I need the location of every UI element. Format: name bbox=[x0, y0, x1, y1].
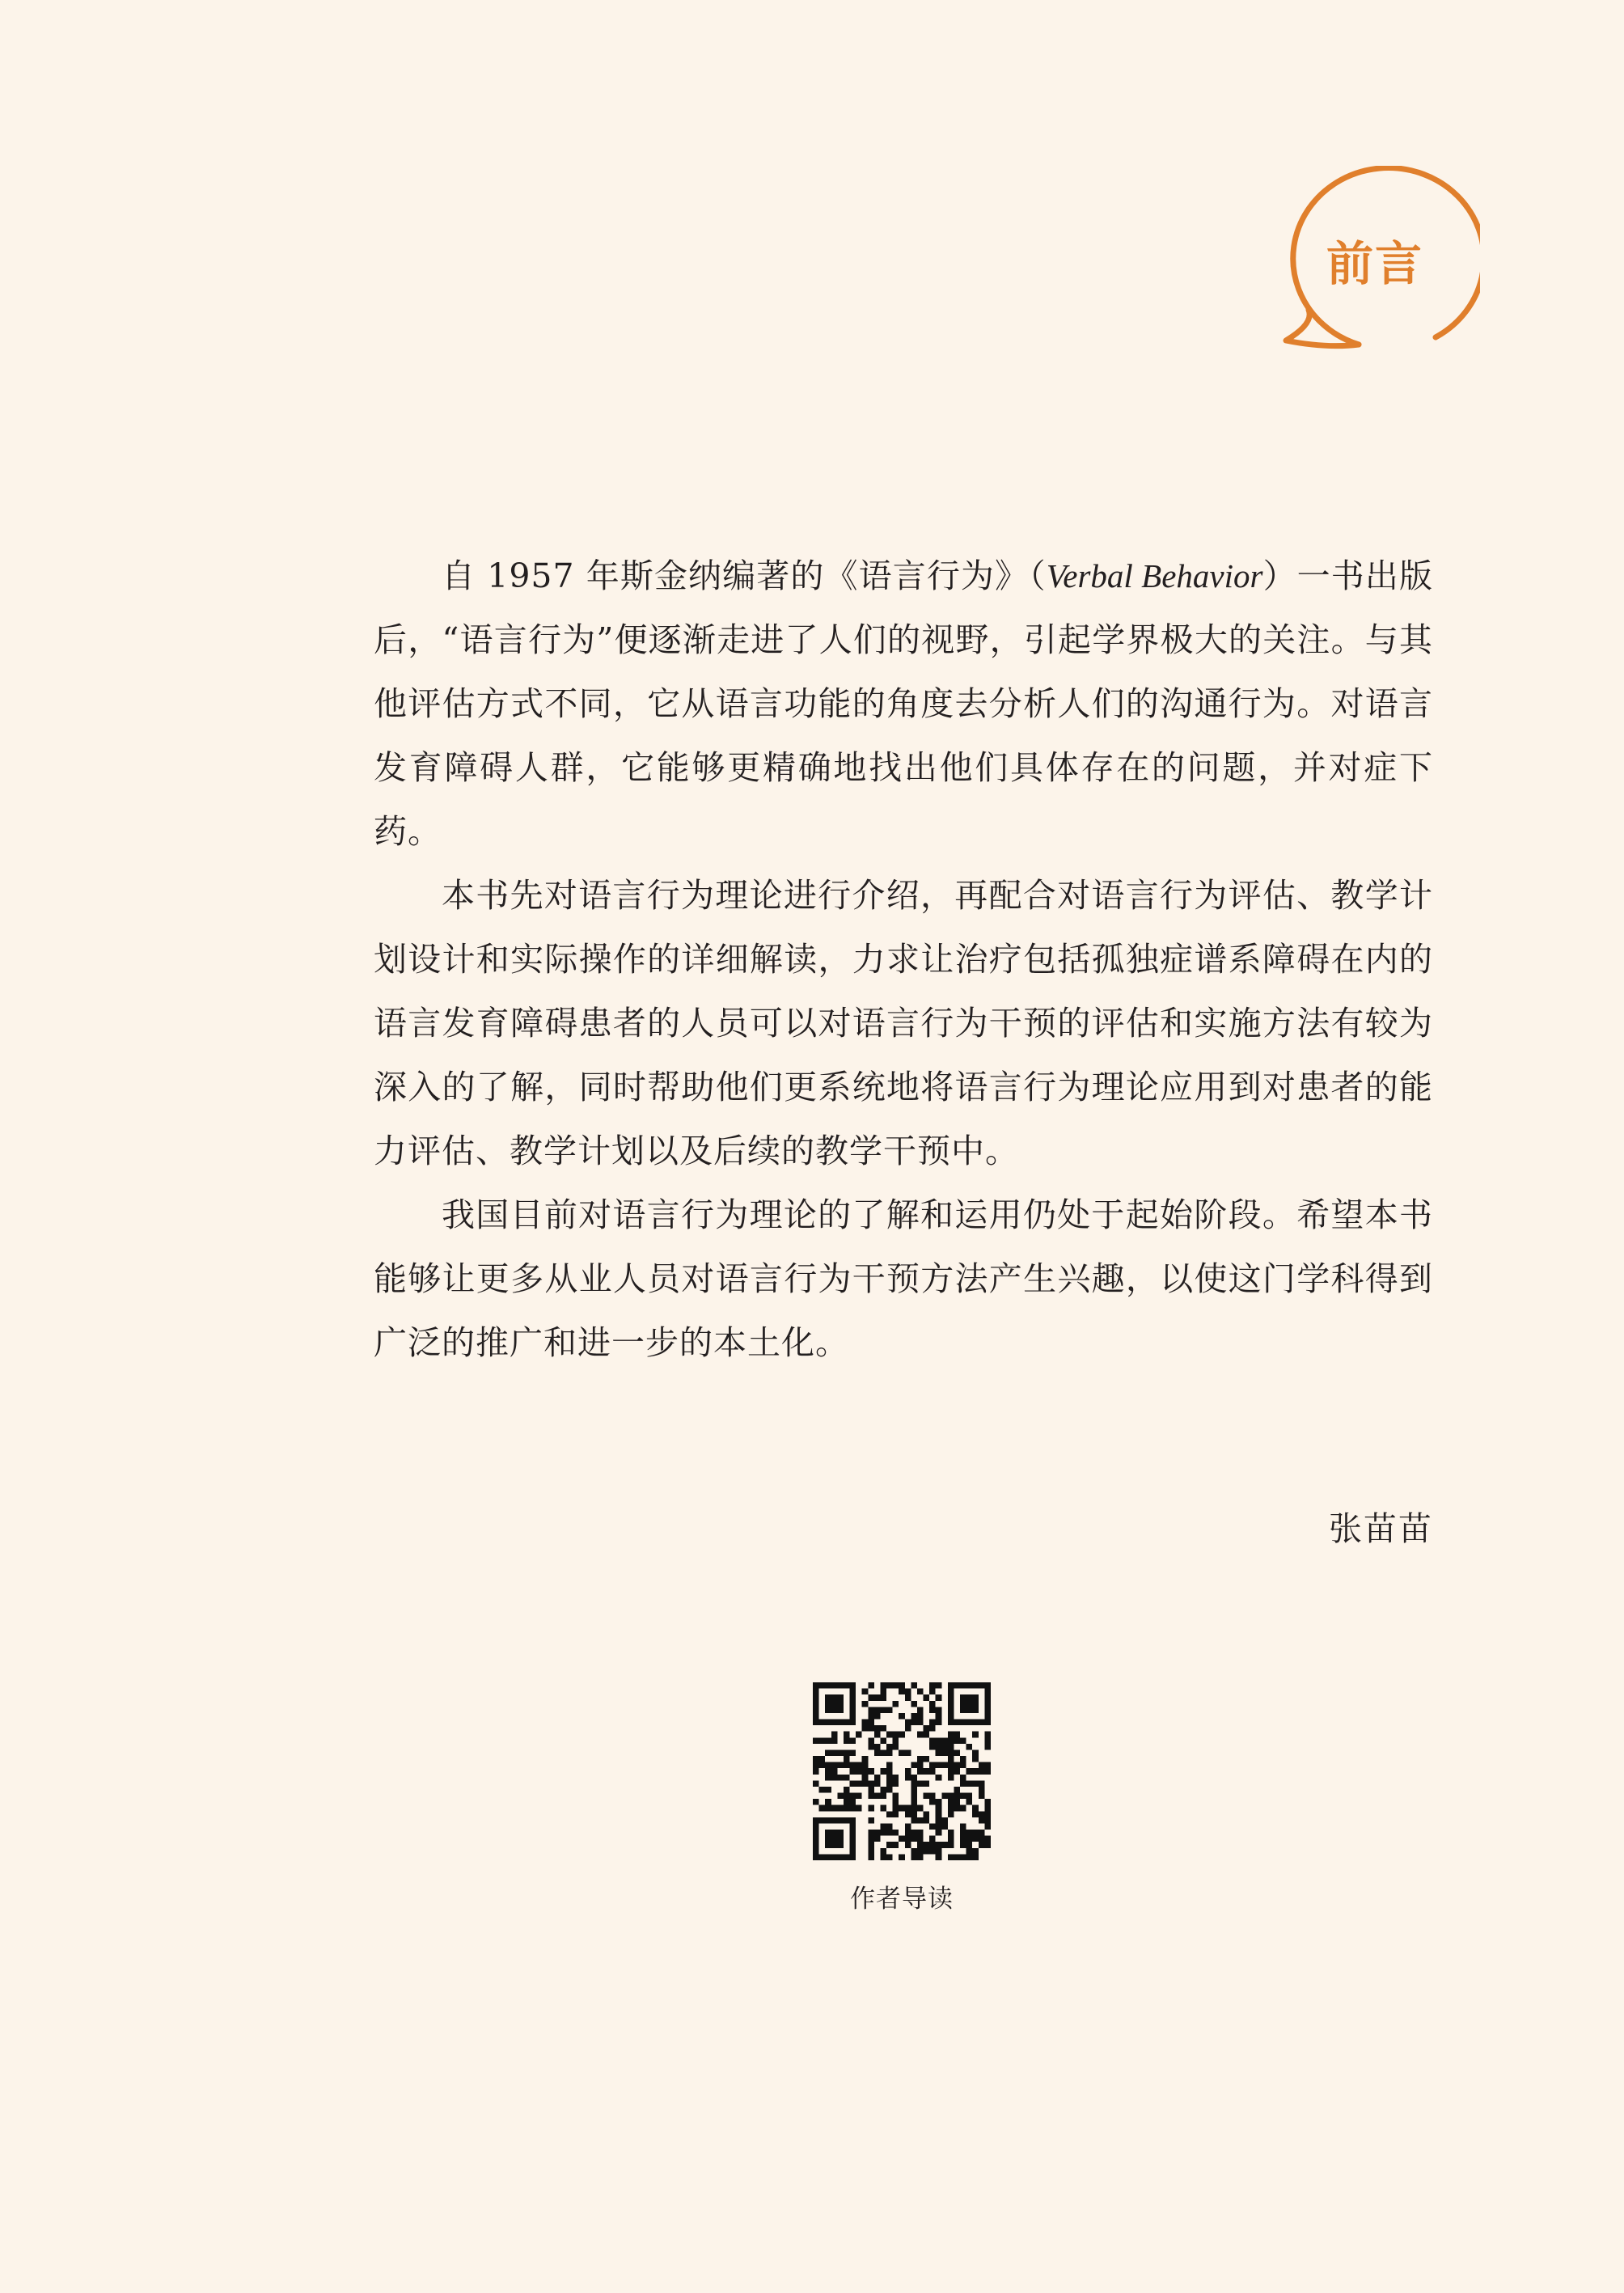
paragraph-3: 我国目前对语言行为理论的了解和运用仍处于起始阶段。希望本书能够让更多从业人员对语言行为干预方法产生兴趣，以使这门学科得到广泛的推广和进一步的本土化。 bbox=[374, 1195, 1433, 1362]
section-title-badge bbox=[1270, 166, 1480, 368]
paragraph-1 bbox=[374, 544, 1433, 864]
qr-code-icon[interactable] bbox=[813, 1682, 991, 1860]
paragraph-2: 本书先对语言行为理论进行介绍，再配合对语言行为评估、教学计划设计和实际操作的详细解读，力求让治疗包括孤独症谱系障碍在内的语言发育障碍患者的人员可以对语言行为干预的评估和实施方法有较为深入的了解，同时帮助他们更系统地将语言行为理论应用到对患者的能力评估、教学计划以及后续的教学干预中。 bbox=[374, 876, 1433, 1170]
preface-body bbox=[374, 544, 1433, 1375]
page-title: 前言 bbox=[1326, 236, 1423, 291]
paragraph-1-rest: ）一书出版后，“语言行为”便逐渐走进了人们的视野，引起学界极大的关注。与其他评估方式不同，它从语言功能的角度去分析人们的沟通行为。对语言发育障碍人群，它能够更精确地找出他们具体存在的问题，并对症下药。 bbox=[374, 556, 1434, 851]
qr-code-block bbox=[809, 1682, 995, 1914]
author-signature: 张苗苗 bbox=[1329, 1509, 1433, 1548]
qr-caption: 作者导读 bbox=[850, 1885, 954, 1914]
book-title-latin: Verbal Behavior bbox=[1046, 557, 1263, 594]
paragraph-1-start: 自 1957 年斯金纳编著的《语言行为》（ bbox=[442, 556, 1047, 595]
